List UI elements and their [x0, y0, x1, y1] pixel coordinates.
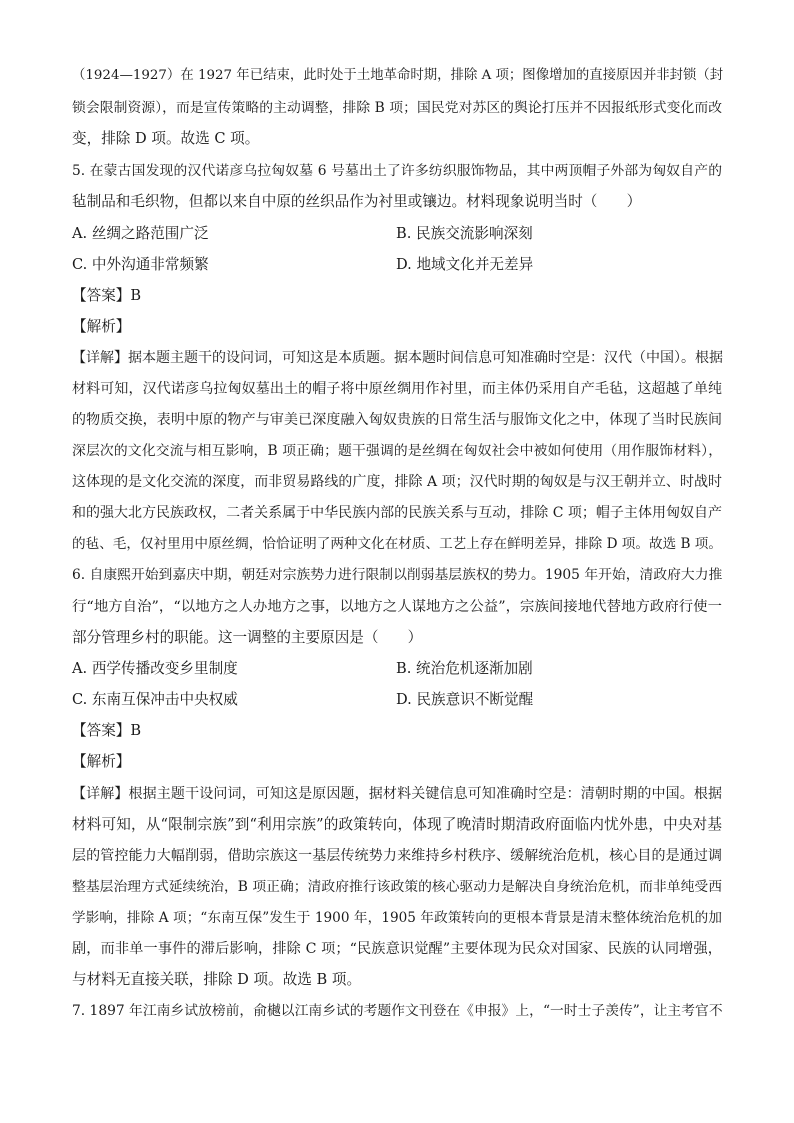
- q5-detail-line: 【详解】据本题主题干的设问词，可知这是本质题。据本题时间信息可知准确时空是：汉代（中国）。根据: [72, 350, 723, 366]
- intro-line: 锁会限制资源），而是宣传策略的主动调整，排除 B 项；国民党对苏区的舆论打压并不因报纸形式变化而改: [72, 100, 722, 116]
- q5-answer: 【答案】B: [72, 287, 142, 304]
- intro-line: （1924—1927）在 1927 年已结束，此时处于土地革命时期，排除 A 项；图像增加的直接原因并非封锁（封: [72, 68, 724, 83]
- q6-option-b: B. 统治危机逐渐加剧: [396, 660, 533, 677]
- q5-detail-line: 和的强大北方民族政权，二者关系属于中华民族内部的民族关系与互动，排除 C 项；帽子主体用匈奴自产: [72, 505, 722, 521]
- q6-option-d: D. 民族意识不断觉醒: [396, 691, 534, 708]
- q6-detail-line: 【详解】根据主题干设问词，可知这是原因题，据材料关键信息可知准确时空是：清朝时期的中国。根据: [72, 786, 722, 802]
- q6-detail-line: 层的管控能力大幅削弱，借助宗族这一基层传统势力来维持乡村秩序、缓解统治危机，核心目的是通过调: [72, 848, 722, 864]
- q5-option-b: B. 民族交流影响深刻: [396, 225, 533, 242]
- q6-answer: 【答案】B: [72, 722, 142, 739]
- q5-option-c: C. 中外沟通非常频繁: [72, 256, 209, 273]
- q5-analysis-label: 【解析】: [72, 318, 131, 335]
- q5-stem-line: 毡制品和毛织物，但都以来自中原的丝织品作为衬里或镶边。材料现象说明当时（ ）: [72, 193, 642, 210]
- q6-analysis-label: 【解析】: [72, 753, 131, 770]
- q5-detail-line: 的毡、毛，仅衬里用中原丝绸，恰恰证明了两种文化在材质、工艺上存在鲜明差异，排除 D 项。故选 B 项。: [72, 536, 722, 552]
- q5-option-d: D. 地域文化并无差异: [396, 256, 534, 273]
- q6-option-a: A. 西学传播改变乡里制度: [72, 660, 238, 677]
- q6-stem-line: 行“地方自治”，“以地方之人办地方之事，以地方之人谋地方之公益”，宗族间接地代替地方政府行使一: [72, 599, 722, 615]
- q5-detail-line: 这体现的是文化交流的深度，而非贸易路线的广度，排除 A 项；汉代时期的匈奴是与汉王朝并立、时战时: [72, 474, 722, 490]
- q5-stem-line: 5. 在蒙古国发现的汉代诺彦乌拉匈奴墓 6 号墓出土了许多纺织服饰物品，其中两顶帽子外部为匈奴自产的: [72, 163, 722, 179]
- q5-detail-line: 的物质交换，表明中原的物产与审美已深度融入匈奴贵族的日常生活与服饰文化之中，体现了当时民族间: [72, 412, 722, 428]
- q6-detail-line: 材料可知，从“限制宗族”到“利用宗族”的政策转向，体现了晚清时期清政府面临内忧外患，中央对基: [72, 816, 722, 833]
- intro-line: 变，排除 D 项。故选 C 项。: [72, 130, 260, 147]
- q5-detail-line: 材料可知，汉代诺彦乌拉匈奴墓出土的帽子将中原丝绸用作衬里，而主体仍采用自产毛毡，这超越了单纯: [72, 381, 722, 397]
- q5-option-a: A. 丝绸之路范围广泛: [72, 225, 209, 242]
- q7-stem-line: 7. 1897 年江南乡试放榜前，俞樾以江南乡试的考题作文刊登在《申报》上，“一时士子羡传”，让主考官不: [72, 1003, 723, 1019]
- q6-detail-line: 学影响，排除 A 项；“东南互保”发生于 1900 年，1905 年政策转向的更根本背景是清末整体统治危机的加: [72, 910, 722, 926]
- q6-detail-line: 整基层治理方式延续统治，B 项正确；清政府推行该政策的核心驱动力是解决自身统治危机，而非单纯受西: [72, 879, 722, 895]
- q6-detail-line: 与材料无直接关联，排除 D 项。故选 B 项。: [72, 971, 362, 988]
- q6-option-c: C. 东南互保冲击中央权威: [72, 691, 238, 708]
- q5-detail-line: 深层次的文化交流与相互影响，B 项正确；题干强调的是丝绸在匈奴社会中被如何使用（用作服饰材料），: [72, 443, 722, 459]
- q6-stem-line: 6. 自康熙开始到嘉庆中期，朝廷对宗族势力进行限制以削弱基层族权的势力。1905 年开始，清政府大力推: [72, 567, 723, 583]
- q6-detail-line: 剧，而非单一事件的滞后影响，排除 C 项；“民族意识觉醒”主要体现为民众对国家、民族的认同增强，: [72, 941, 722, 957]
- q6-stem-line: 部分管理乡村的职能。这一调整的主要原因是（ ）: [72, 629, 423, 646]
